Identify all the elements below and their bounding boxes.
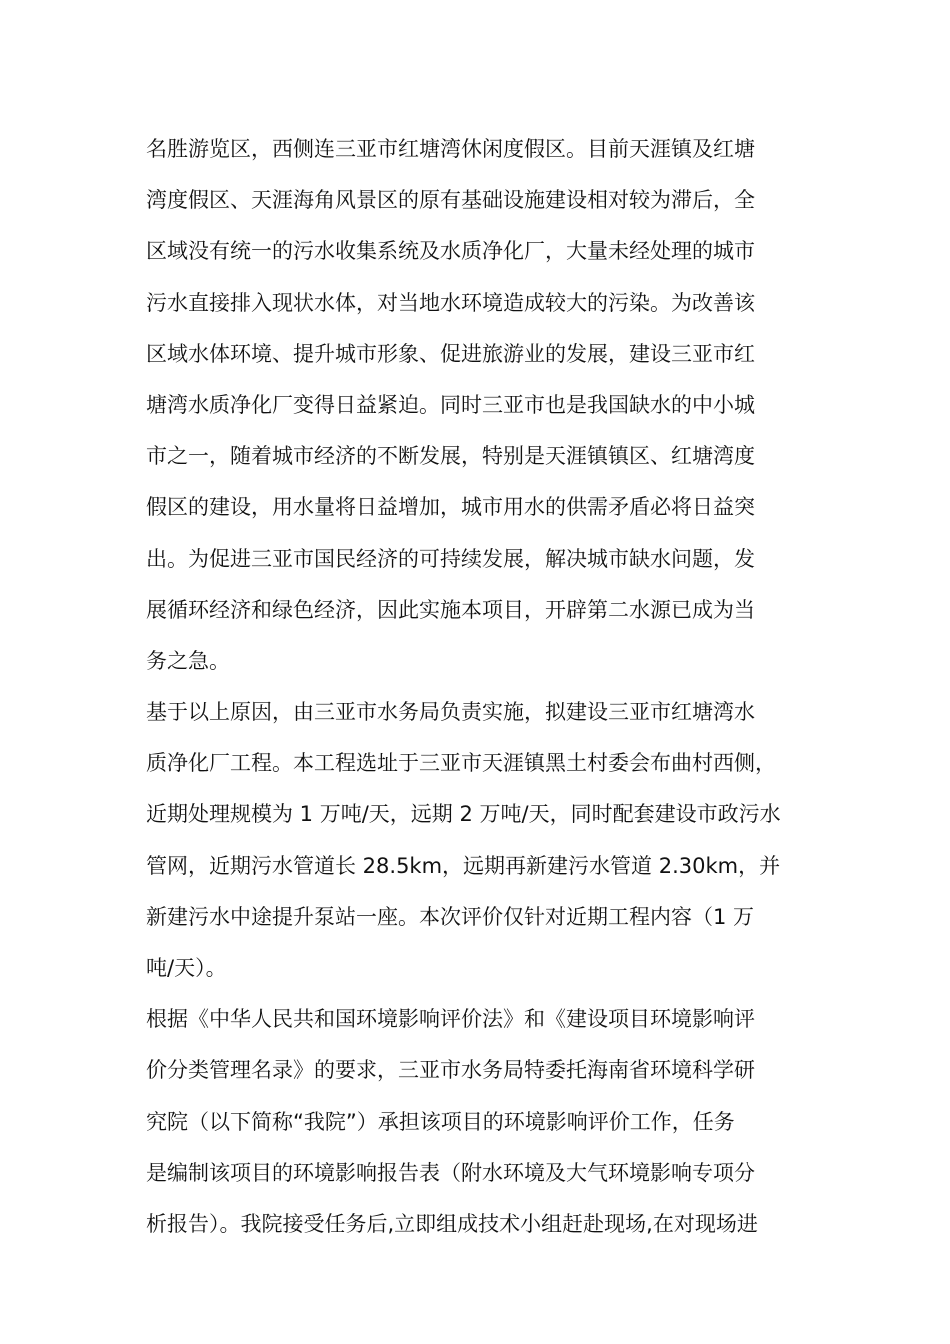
text-line: 价分类管理名录》的要求，三亚市水务局特委托海南省环境科学研 [146,1058,755,1083]
text-line: 区域没有统一的污水收集系统及水质净化厂，大量未经处理的城市 [146,239,755,264]
text-line: 基于以上原因，由三亚市水务局负责实施，拟建设三亚市红塘湾水 [146,700,755,725]
text-line: 是编制该项目的环境影响报告表（附水环境及大气环境影响专项分 [146,1160,755,1185]
text-line: 区域水体环境、提升城市形象、促进旅游业的发展，建设三亚市红 [146,341,755,366]
body-text [146,124,826,1250]
text-line: 析报告）。我院接受任务后,立即组成技术小组赶赴现场,在对现场进 [146,1211,758,1236]
text-line: 务之急。 [146,648,230,673]
text-line: 市之一，随着城市经济的不断发展，特别是天涯镇镇区、红塘湾度 [146,444,755,469]
text-line: 名胜游览区，西侧连三亚市红塘湾休闲度假区。目前天涯镇及红塘 [146,137,755,161]
text-line: 管网，近期污水管道长 28.5km，远期再新建污水管道 2.30km，并 [146,853,781,878]
text-line: 根据《中华人民共和国环境影响评价法》和《建设项目环境影响评 [146,1007,755,1032]
text-line: 出。为促进三亚市国民经济的可持续发展，解决城市缺水问题，发 [146,546,755,571]
text-line: 展循环经济和绿色经济，因此实施本项目，开辟第二水源已成为当 [146,597,755,622]
text-line: 污水直接排入现状水体，对当地水环境造成较大的污染。为改善该 [146,290,755,315]
text-line: 吨/天）。 [146,956,227,980]
text-line: 假区的建设，用水量将日益增加，城市用水的供需矛盾必将日益突 [146,495,755,520]
text-line: 质净化厂工程。本工程选址于三亚市天涯镇黑土村委会布曲村西侧， [146,751,776,776]
text-line: 塘湾水质净化厂变得日益紧迫。同时三亚市也是我国缺水的中小城 [146,392,755,417]
text-line: 近期处理规模为 1 万吨/天，远期 2 万吨/天，同时配套建设市政污水 [146,802,781,827]
text-line: 湾度假区、天涯海角风景区的原有基础设施建设相对较为滞后，全 [146,188,755,213]
text-line: 新建污水中途提升泵站一座。本次评价仅针对近期工程内容（1 万 [146,904,755,929]
text-line: 究院（以下简称“我院”）承担该项目的环境影响评价工作，任务 [146,1109,735,1134]
